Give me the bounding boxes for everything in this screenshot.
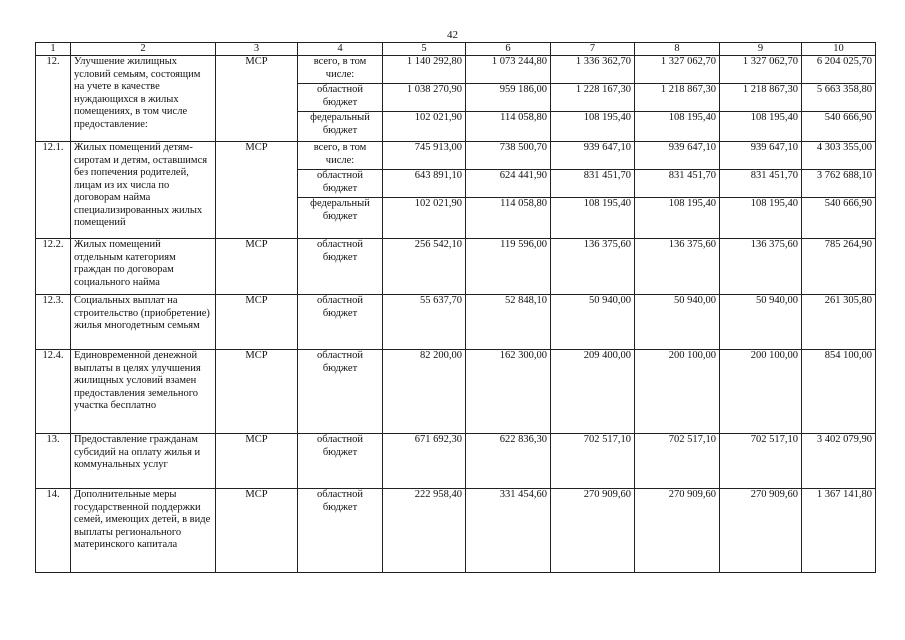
amount-cell: 50 940,00 [635, 295, 720, 350]
amount-cell: 1 327 062,70 [635, 56, 720, 84]
header-cell: 10 [802, 43, 876, 56]
amount-cell: 540 666,90 [802, 112, 876, 142]
row-agency: МСР [216, 56, 298, 142]
table-row [36, 489, 876, 573]
header-cell: 1 [36, 43, 71, 56]
amount-cell: 136 375,60 [635, 239, 720, 295]
row-name: Социальных выплат на строительство (приобретение) жилья многодетным семьям [71, 295, 216, 350]
funding-source: областной бюджет [298, 434, 383, 489]
header-cell: 4 [298, 43, 383, 56]
amount-cell: 1 140 292,80 [383, 56, 466, 84]
budget-table [35, 42, 876, 573]
amount-cell: 540 666,90 [802, 198, 876, 239]
amount-cell: 52 848,10 [466, 295, 551, 350]
header-cell: 2 [71, 43, 216, 56]
amount-cell: 102 021,90 [383, 198, 466, 239]
amount-cell: 102 021,90 [383, 112, 466, 142]
amount-cell: 50 940,00 [551, 295, 635, 350]
row-number: 13. [36, 434, 71, 489]
amount-cell: 200 100,00 [720, 350, 802, 434]
amount-cell: 209 400,00 [551, 350, 635, 434]
amount-cell: 119 596,00 [466, 239, 551, 295]
amount-cell: 114 058,80 [466, 112, 551, 142]
funding-source: областной бюджет [298, 295, 383, 350]
amount-cell: 959 186,00 [466, 84, 551, 112]
funding-source: федеральный бюджет [298, 198, 383, 239]
amount-cell: 108 195,40 [635, 198, 720, 239]
amount-cell: 1 218 867,30 [635, 84, 720, 112]
amount-cell: 114 058,80 [466, 198, 551, 239]
amount-cell: 738 500,70 [466, 142, 551, 170]
amount-cell: 671 692,30 [383, 434, 466, 489]
header-cell: 5 [383, 43, 466, 56]
amount-cell: 831 451,70 [635, 170, 720, 198]
row-name: Жилых помещений детям-сиротам и детям, оставшимся без попечения родителей, лицам из их числа по договорам найма специализированных жилых помещений [71, 142, 216, 239]
amount-cell: 270 909,60 [635, 489, 720, 573]
row-name: Предоставление гражданам субсидий на оплату жилья и коммунальных услуг [71, 434, 216, 489]
amount-cell: 256 542,10 [383, 239, 466, 295]
row-name: Дополнительные меры государственной поддержки семей, имеющих детей, в виде выплаты регионального материнского капитала [71, 489, 216, 573]
header-cell: 3 [216, 43, 298, 56]
amount-cell: 702 517,10 [720, 434, 802, 489]
amount-cell: 270 909,60 [720, 489, 802, 573]
amount-cell: 854 100,00 [802, 350, 876, 434]
row-number: 14. [36, 489, 71, 573]
funding-source: всего, в том числе: [298, 142, 383, 170]
amount-cell: 785 264,90 [802, 239, 876, 295]
row-agency: МСР [216, 350, 298, 434]
funding-source: областной бюджет [298, 350, 383, 434]
row-name: Единовременной денежной выплаты в целях улучшения жилищных условий взамен предоставления земельного участка бесплатно [71, 350, 216, 434]
amount-cell: 108 195,40 [720, 198, 802, 239]
table-row [36, 142, 876, 170]
row-agency: МСР [216, 434, 298, 489]
amount-cell: 162 300,00 [466, 350, 551, 434]
amount-cell: 3 402 079,90 [802, 434, 876, 489]
table-row [36, 350, 876, 434]
header-row [36, 43, 876, 56]
amount-cell: 1 218 867,30 [720, 84, 802, 112]
amount-cell: 831 451,70 [720, 170, 802, 198]
amount-cell: 3 762 688,10 [802, 170, 876, 198]
row-number: 12.4. [36, 350, 71, 434]
amount-cell: 622 836,30 [466, 434, 551, 489]
amount-cell: 82 200,00 [383, 350, 466, 434]
amount-cell: 261 305,80 [802, 295, 876, 350]
amount-cell: 108 195,40 [551, 198, 635, 239]
amount-cell: 1 367 141,80 [802, 489, 876, 573]
amount-cell: 222 958,40 [383, 489, 466, 573]
table-row [36, 434, 876, 489]
funding-source: областной бюджет [298, 239, 383, 295]
amount-cell: 702 517,10 [551, 434, 635, 489]
table-row [36, 295, 876, 350]
row-number: 12.1. [36, 142, 71, 239]
row-number: 12.2. [36, 239, 71, 295]
amount-cell: 4 303 355,00 [802, 142, 876, 170]
funding-source: областной бюджет [298, 84, 383, 112]
row-agency: МСР [216, 142, 298, 239]
funding-source: областной бюджет [298, 489, 383, 573]
amount-cell: 939 647,10 [551, 142, 635, 170]
amount-cell: 108 195,40 [720, 112, 802, 142]
amount-cell: 745 913,00 [383, 142, 466, 170]
amount-cell: 624 441,90 [466, 170, 551, 198]
amount-cell: 6 204 025,70 [802, 56, 876, 84]
amount-cell: 136 375,60 [720, 239, 802, 295]
table-row [36, 239, 876, 295]
amount-cell: 1 073 244,80 [466, 56, 551, 84]
amount-cell: 702 517,10 [635, 434, 720, 489]
amount-cell: 1 228 167,30 [551, 84, 635, 112]
amount-cell: 55 637,70 [383, 295, 466, 350]
amount-cell: 50 940,00 [720, 295, 802, 350]
row-agency: МСР [216, 295, 298, 350]
amount-cell: 331 454,60 [466, 489, 551, 573]
table-row [36, 56, 876, 84]
row-number: 12. [36, 56, 71, 142]
amount-cell: 831 451,70 [551, 170, 635, 198]
amount-cell: 108 195,40 [551, 112, 635, 142]
row-agency: МСР [216, 239, 298, 295]
header-cell: 9 [720, 43, 802, 56]
amount-cell: 5 663 358,80 [802, 84, 876, 112]
row-number: 12.3. [36, 295, 71, 350]
funding-source: всего, в том числе: [298, 56, 383, 84]
page-number: 42 [447, 29, 458, 41]
header-cell: 8 [635, 43, 720, 56]
funding-source: областной бюджет [298, 170, 383, 198]
amount-cell: 136 375,60 [551, 239, 635, 295]
amount-cell: 643 891,10 [383, 170, 466, 198]
row-agency: МСР [216, 489, 298, 573]
header-cell: 6 [466, 43, 551, 56]
row-name: Улучшение жилищных условий семьям, состоящим на учете в качестве нуждающихся в жилых помещениях, в том числе предоставление: [71, 56, 216, 142]
amount-cell: 1 327 062,70 [720, 56, 802, 84]
header-cell: 7 [551, 43, 635, 56]
amount-cell: 939 647,10 [720, 142, 802, 170]
amount-cell: 1 038 270,90 [383, 84, 466, 112]
amount-cell: 1 336 362,70 [551, 56, 635, 84]
funding-source: федеральный бюджет [298, 112, 383, 142]
amount-cell: 200 100,00 [635, 350, 720, 434]
amount-cell: 270 909,60 [551, 489, 635, 573]
amount-cell: 108 195,40 [635, 112, 720, 142]
row-name: Жилых помещений отдельным категориям граждан по договорам социального найма [71, 239, 216, 295]
amount-cell: 939 647,10 [635, 142, 720, 170]
